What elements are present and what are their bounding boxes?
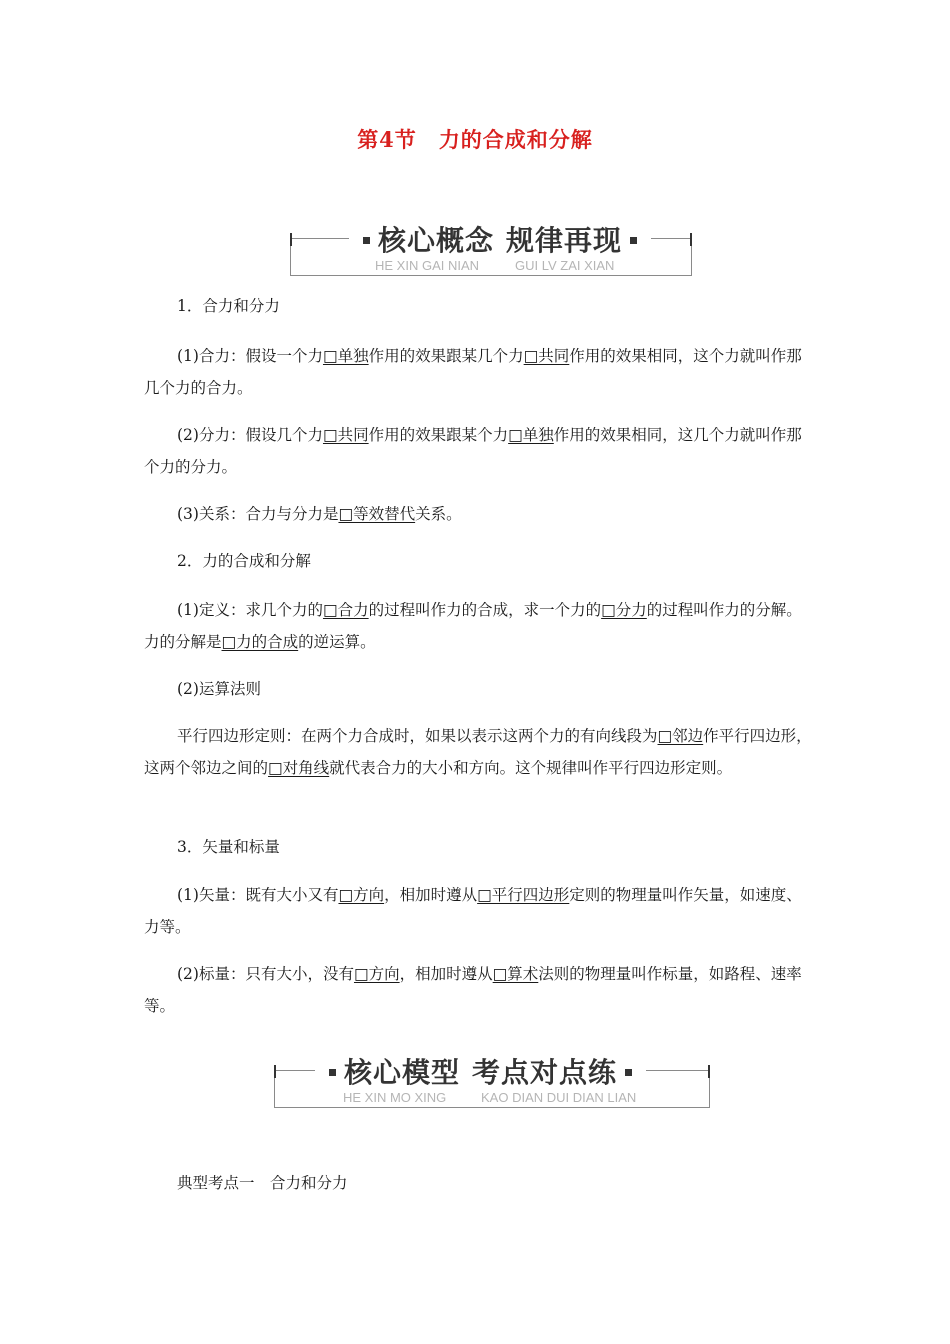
blank-answer: □方向 (338, 886, 385, 904)
blank-answer: □分力 (601, 601, 647, 619)
paragraph-relation: (3)关系：合力与分力是□等效替代关系。 (177, 505, 462, 523)
paragraph-rule-title: (2)运算法则 (177, 680, 261, 698)
paragraph-definition: (1)定义：求几个力的□合力的过程叫作力的合成，求一个力的□分力的过程叫作力的分解。力的分解是□力的合成的逆运算。 (144, 601, 802, 651)
blank-answer: □共同 (523, 347, 570, 365)
paragraph-parallelogram-rule: 平行四边形定则：在两个力合成时，如果以表示这两个力的有向线段为□邻边作平行四边形，这两个邻边之间的□对角线就代表合力的大小和方向。这个规律叫作平行四边形定则。 (144, 727, 812, 777)
paragraph-scalar: (2)标量：只有大小，没有□方向，相加时遵从□算术法则的物理量叫作标量，如路程、速率等。 (144, 965, 802, 1015)
heading-1: 1．合力和分力 (177, 297, 280, 315)
blank-answer: □力的合成 (221, 633, 299, 651)
heading-3: 3．矢量和标量 (177, 838, 280, 856)
blank-answer: □方向 (353, 965, 400, 983)
paragraph-resultant-force: (1)合力：假设一个力□单独作用的效果跟某几个力□共同作用的效果相同，这个力就叫作那几个力的合力。 (144, 347, 802, 397)
blank-answer: □邻边 (657, 727, 704, 745)
blank-answer: □合力 (322, 601, 369, 619)
paragraph-vector: (1)矢量：既有大小又有□方向，相加时遵从□平行四边形定则的物理量叫作矢量，如速度、力等。 (144, 886, 802, 936)
banner-title-1: 核心模型 (344, 1056, 461, 1089)
heading-2: 2．力的合成和分解 (177, 552, 311, 570)
banner-title-2: 规律再现 (506, 224, 623, 257)
banner-pinyin-2: KAO DIAN DUI DIAN LIAN (481, 1090, 637, 1105)
blank-answer: □平行四边形 (477, 886, 570, 904)
section-banner-models (274, 1056, 710, 1108)
banner-pinyin-1: HE XIN MO XING (343, 1090, 447, 1105)
blank-answer: □单独 (322, 347, 369, 365)
topic-heading: 典型考点一 合力和分力 (177, 1174, 348, 1192)
blank-answer: □对角线 (268, 759, 330, 777)
blank-answer: □单独 (508, 426, 554, 444)
blank-answer: □算术 (492, 965, 539, 983)
banner-pinyin-1: HE XIN GAI NIAN (375, 258, 480, 273)
banner-title-1: 核心概念 (378, 224, 495, 257)
paragraph-component-force: (2)分力：假设几个力□共同作用的效果跟某个力□单独作用的效果相同，这几个力就叫作那个力的分力。 (144, 426, 802, 476)
blank-answer: □等效替代 (338, 505, 416, 523)
banner-title-2: 考点对点练 (472, 1056, 618, 1089)
banner-pinyin-2: GUI LV ZAI XIAN (515, 258, 615, 273)
blank-answer: □共同 (322, 426, 369, 444)
section-banner-concepts (290, 224, 692, 276)
page-title: 第4节 力的合成和分解 (357, 127, 593, 152)
